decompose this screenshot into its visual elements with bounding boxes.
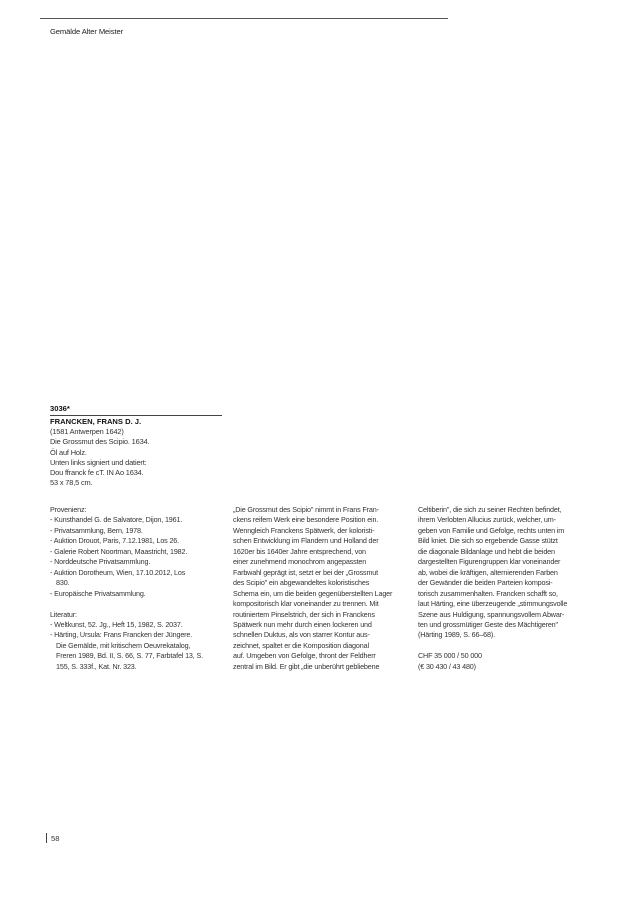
page-number: 58 — [51, 834, 60, 843]
provenance-item: - Privatsammlung, Bern, 1978. — [50, 525, 143, 535]
essay-line: Bild kniet. Die sich so ergebende Gasse stützt — [418, 536, 558, 546]
paragraph-gap — [418, 641, 594, 651]
literature-heading: Literatur: — [50, 609, 77, 619]
provenance-item: 830. — [56, 578, 70, 588]
essay-line: ten und grossmütiger Geste des Mächtigeren" — [418, 619, 558, 629]
essay-line: des Scipio" ein abgewandeltes koloristisches — [233, 578, 370, 588]
literature-item: - Härting, Ursula: Frans Francken der Jüngere. — [50, 630, 193, 640]
essay-line: routiniertem Pinselstrich, der sich in Franckens — [233, 609, 375, 619]
essay-line: Spätwerk nun mehr durch einen lockeren und — [233, 619, 372, 629]
artwork-dimensions: 53 x 78,5 cm. — [50, 478, 93, 488]
essay-line: Farbwahl geprägt ist, setzt er bei der „Grossmut — [233, 567, 378, 577]
artwork-medium: Öl auf Holz. — [50, 447, 87, 457]
essay-line: „Die Grossmut des Scipio" nimmt in Frans Fran- — [233, 505, 379, 514]
provenance-item: - Norddeutsche Privatsammlung. — [50, 557, 151, 567]
price-estimate-eur: (€ 30 430 / 43 480) — [418, 661, 476, 671]
literature-item: - Weltkunst, 52. Jg., Heft 15, 1982, S. 2037. — [50, 619, 183, 629]
artist-name: FRANCKEN, FRANS D. J. — [50, 417, 142, 426]
essay-line: ihrem Verlobten Allucius zurück, welcher, um- — [418, 515, 556, 525]
artist-dates: (1581 Antwerpen 1642) — [50, 427, 124, 436]
essay-line: auf. Umgeben von Gefolge, thront der Feldherr — [233, 651, 376, 661]
provenance-item: - Europäische Privatsammlung. — [50, 588, 146, 598]
provenance-item: - Auktion Dorotheum, Wien, 17.10.2012, Los — [50, 567, 186, 577]
essay-line: einer zunehmend monochrom angepassten — [233, 557, 367, 567]
essay-line: der Gewänder die beiden Parteien komposi- — [418, 578, 553, 588]
section-title: Gemälde Alter Meister — [50, 27, 124, 36]
essay-line: geben von Familie und Gefolge, rechts unten im — [418, 525, 565, 535]
lot-rule — [50, 415, 222, 416]
essay-line: zeichnet, spaltet er die Komposition diagonal — [233, 640, 369, 650]
provenance-item: - Auktion Drouot, Paris, 7.12.1981, Los 26. — [50, 536, 179, 546]
literature-item: 155, S. 333f., Kat. Nr. 323. — [56, 661, 137, 671]
provenance-heading: Provenienz: — [50, 505, 87, 514]
essay-line: schen Entwicklung im Flandern und Holland der — [233, 536, 379, 546]
essay-line: die diagonale Bildanlage und hebt die beiden — [418, 546, 555, 556]
essay-line: laut Härting, eine überzeugende „stimmungsvolle — [418, 599, 568, 609]
artwork-title: Die Grossmut des Scipio. 1634. — [50, 437, 150, 447]
essay-line: (Härting 1989, S. 66–68). — [418, 630, 495, 640]
lot-header — [50, 404, 222, 489]
essay-line: ckens reifem Werk eine besondere Position ein. — [233, 515, 379, 525]
essay-line: 1620er bis 1640er Jahre entsprechend, von — [233, 546, 366, 556]
provenance-item: - Galerie Robert Noortman, Maastricht, 1982. — [50, 546, 188, 556]
lot-number: 3036* — [50, 404, 70, 413]
signature-inscription: Dou ffranck fe cT. IN Ao 1634. — [50, 468, 144, 478]
essay-line: dargestellten Figurengruppen klar voneinander — [418, 557, 561, 567]
essay-line: schnellen Duktus, als von starrer Kontur aus- — [233, 630, 370, 640]
essay-column-2 — [233, 505, 409, 672]
essay-line: Celtiberin", die sich zu seiner Rechten befindet, — [418, 505, 562, 514]
price-estimate-chf: CHF 35 000 / 50 000 — [418, 651, 482, 661]
header-rule — [40, 18, 448, 19]
essay-line: kompositorisch klar voneinander zu trennen. Mit — [233, 599, 379, 609]
provenance-item: - Kunsthandel G. de Salvatore, Dijon, 1961. — [50, 515, 183, 525]
essay-line: Szene aus Huldigung, spannungsvollem Abwar- — [418, 609, 565, 619]
essay-line: ab, wobei die kräftigen, alternierenden Farben — [418, 567, 558, 577]
essay-line: torisch zusammenhalten. Francken schafft so, — [418, 588, 558, 598]
essay-column-3 — [418, 505, 594, 672]
essay-line: Wenngleich Franckens Spätwerk, der koloristi- — [233, 525, 375, 535]
paragraph-gap — [50, 599, 225, 609]
literature-item: Die Gemälde, mit kritischem Oeuvrekatalog, — [56, 640, 191, 650]
page-number-bar — [46, 833, 47, 843]
literature-item: Freren 1989, Bd. II, S. 66, S. 77, Farbtafel 13, S. — [56, 651, 203, 661]
provenance-column — [50, 505, 225, 672]
essay-line: Schema ein, um die beiden gegenüberstellten Lager — [233, 588, 393, 598]
essay-line: zentral im Bild. Er gibt „die unberührt gebliebene — [233, 661, 380, 671]
signature-note: Unten links signiert und datiert: — [50, 457, 147, 467]
